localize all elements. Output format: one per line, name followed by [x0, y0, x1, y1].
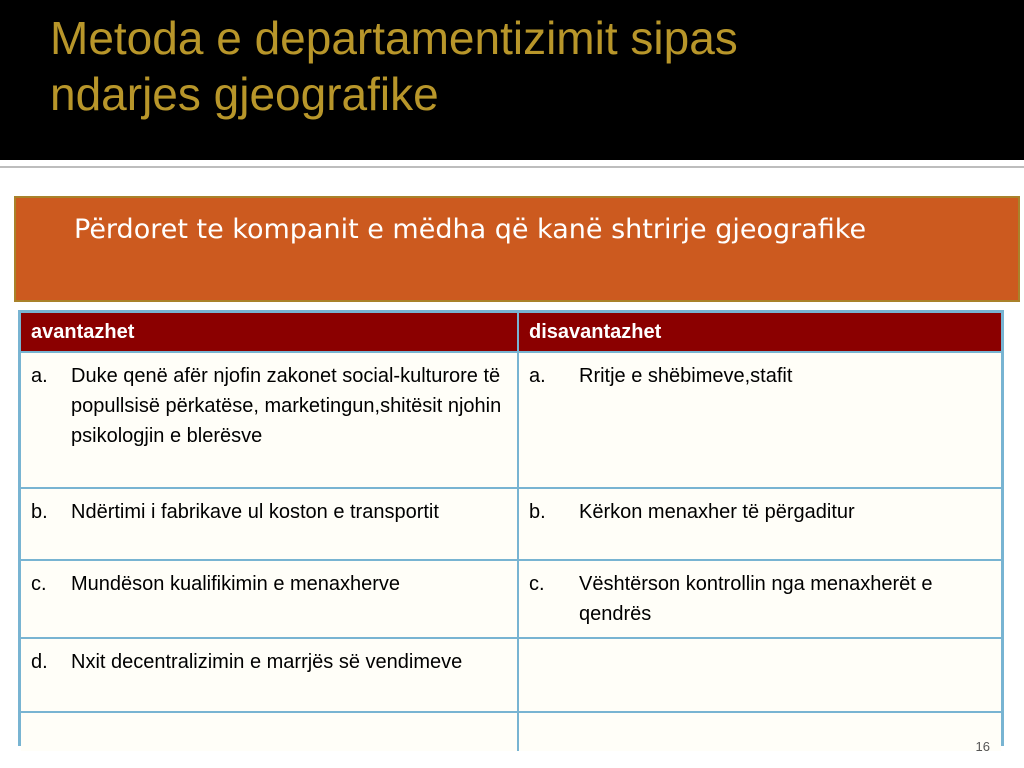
list-marker: b. [31, 501, 48, 523]
subtitle-banner [14, 196, 1020, 302]
list-marker: a. [529, 365, 546, 387]
slide-number: 16 [975, 739, 990, 754]
advantage-text: Mundëson kualifikimin e menaxherve [71, 573, 401, 595]
list-marker: c. [529, 573, 545, 595]
disadvantage-cell [518, 488, 1001, 560]
slide-title [50, 10, 1010, 122]
list-marker: d. [31, 651, 48, 673]
list-marker: a. [31, 365, 48, 387]
title-line-2: ndarjes gjeografike [50, 68, 439, 120]
header-advantages: avantazhet [21, 313, 518, 352]
advantage-cell [21, 560, 518, 638]
table-row [21, 560, 1001, 638]
disadvantage-text: Kërkon menaxher të përgaditur [579, 501, 855, 523]
advantage-cell [21, 352, 518, 488]
advantage-text: Ndërtimi i fabrikave ul koston e transportit [71, 501, 439, 523]
advantage-cell [21, 638, 518, 712]
advantage-text: Nxit decentralizimin e marrjës së vendimeve [71, 651, 463, 673]
list-marker: b. [529, 501, 546, 523]
slide-header [0, 0, 1024, 160]
advantage-cell [21, 488, 518, 560]
advantage-cell [21, 712, 518, 751]
disadvantage-cell [518, 638, 1001, 712]
header-disadvantages: disavantazhet [518, 313, 1001, 352]
disadvantage-text: Rritje e shëbimeve,stafit [579, 365, 793, 387]
disadvantage-cell [518, 352, 1001, 488]
comparison-table [18, 310, 1004, 746]
table-row [21, 712, 1001, 751]
banner-text: Përdoret te kompanit e mëdha që kanë shtrirje gjeografike [74, 214, 867, 245]
divider-line [0, 166, 1024, 168]
disadvantage-text: Vështërson kontrollin nga menaxherët e qendrës [579, 573, 933, 625]
disadvantage-cell [518, 712, 1001, 751]
list-marker: c. [31, 573, 47, 595]
disadvantage-cell [518, 560, 1001, 638]
advantage-text: Duke qenë afër njofin zakonet social-kulturore të popullsisë përkatëse, marketingun,shitësit njohin psikologjin e blerësve [71, 365, 502, 447]
title-line-1: Metoda e departamentizimit sipas [50, 12, 738, 64]
table-row [21, 488, 1001, 560]
table-row [21, 638, 1001, 712]
table-row [21, 352, 1001, 488]
